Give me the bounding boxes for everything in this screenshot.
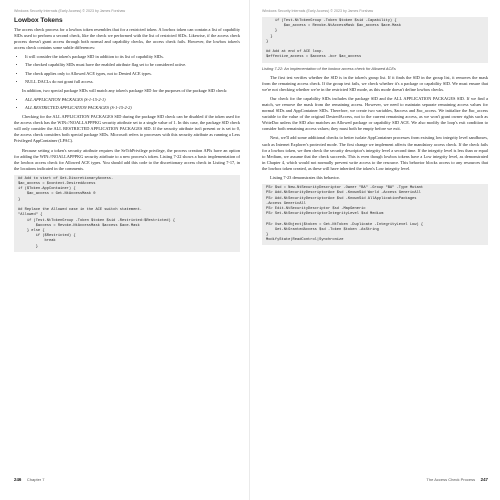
section-title: Lowbox Tokens [14,17,63,24]
code-line: $effective_access = $access -bor $ac_access [266,55,362,60]
code-line: $ac_access = Revoke-NtAccessMask $ac_access $ace.Mask [266,24,401,29]
code-line: ## Add to start of Get-DiscretionaryAccess. [18,176,114,181]
book-title-label: The Access Check Process [426,477,476,482]
bullet-item: • It will consider the token's package SID in addition to its list of capability SIDs. [25,54,240,60]
code-line: "Allowed" { [18,213,43,218]
code-line: PS> Add-NtSecurityDescriptorAce $sd -KnownSid World -Access GenericAll [266,191,421,196]
bullet-list [14,54,240,84]
running-head: Windows Security Internals (Early Access) © 2023 by James Forshaw [262,9,374,13]
code-line: if (Test-NtTokenGroup -Token $token $sid -Capability) { [266,19,397,23]
code-line: } [18,244,38,249]
code-line: ## Replace the Allowed case in the ACE switch statement. [18,208,142,213]
code-line: } [266,232,269,237]
page-footer [14,477,44,482]
code-line: } [266,29,278,34]
paragraph: In addition, two special package SIDs will match any token's package SID for the purposes of the package SID check: [22,87,228,93]
code-line: ModifyState|ReadControl|Synchronize [266,238,344,243]
code-line: $ac_access = Get-NtAccessMask 0 [18,192,96,197]
code-line: } else { [18,228,45,233]
code-listing [14,175,240,252]
paragraph: The first test verifies whether the SID is in the token's group list. If it finds the SID in the group list, it removes the mask from the remaining access check. If the group test fails, we check whether it's a package or capability SID. We must ensure that we're not checking whether we're in the restricted SID mode, as this mode doesn't define lowbox checks. [262,74,488,92]
paragraph: Our check for the capability SIDs includes the package SID and the ALL APPLICATION PACKAGES SID. If we find a match, we remove the mask from the remaining access. However, we need to maintain separate remaining access values for normal SIDs and AppContainer SIDs. Therefore, we create two variables, $access and $ac_access. We initialize the $ac_access variable to the value of the original DesiredAccess, not to the current remaining access, as we won't grant owner rights such as WriteDac unless the SID also matches an Allowed package or capability SID ACE. We also modify the loop's exit condition to consider both remaining access values; they must both be empty before we exit. [262,95,488,132]
code-listing [262,184,488,245]
code-line: if (Test-NtTokenGroup -Token $token $sid -Restricted:$Restricted) { [18,218,176,223]
code-line: ## Add at end of ACE loop. [266,50,324,55]
code-line: PS> Set-NtSecurityDescriptorIntegrityLevel $sd Medium [266,212,384,217]
bullet-item: • ALL RESTRICTED APPLICATION PACKAGES (S-1-15-2-2) [25,105,240,111]
paragraph: The access check process for a lowbox token resembles that for a restricted token. A lowbox token can contain a list of capability SIDs used to perform a second check, like the check we performed with the list of restricted SIDs. Likewise, if the access check process doesn't grant access through both normal and capability checks, the access check fails. However, the lowbox token's access check contains some subtle differences: [14,27,240,51]
paragraph: Next, we'll add some additional checks to better isolate AppContainer processes from existing low integrity level sandboxes, such as Internet Explorer's protected mode. The first change we implement affects the mandatory access check. If the check fails for a lowbox token, we then check the security descriptor's integrity level a second time. If the integrity level is less than or equal to Medium, we assume that the check succeeds. This is even though lowbox tokens have a Low integrity level, as demonstrated in Chapter 4, which would not normally prevent write access to the resource. This behavior blocks access to any resources that the lowbox token created, as these will have inherited the token's Low integrity level. [262,135,488,171]
code-line: -Access GenericAll [266,201,306,206]
code-line: Get-NtGrantedAccess $sd -Token $token -AsString [266,227,379,232]
bullet-list [14,97,240,111]
code-line: PS> Use-NtObject($token = Get-NtToken -Duplicate -IntegrityLevel Low) { [266,222,424,227]
bullet-item: • ALL APPLICATION PACKAGES (S-1-15-2-1) [25,97,240,103]
code-line: PS> Edit-NtSecurityDescriptor $sd -MapGeneric [266,206,366,211]
code-line: PS> $sd = New-NtSecurityDescriptor -Owner "BA" -Group "BA" -Type Mutant [266,186,424,191]
code-line: if ($Restricted) { [18,234,76,239]
page-footer [426,477,488,482]
bullet-item: • NULL DACLs do not grant full access. [25,79,240,85]
chapter-label: Chapter 7 [26,477,45,482]
page-number: 247 [480,477,488,482]
code-line: } [266,39,269,44]
paragraph: Because setting a token's security attribute requires the SeTcbPrivilege privilege, the process creation APIs have an option for adding the WIN://NOALLAPPPKG security attribute to a new process's token. Listing 7-22 shows a basic implementation of the lowbox access check for Allowed ACE types. You should add this code to the discretionary access check in Listing 7-17, in the locations indicated in the comments. [14,147,240,171]
right-page [250,0,500,500]
code-line: $access = Revoke-NtAccessMask $access $ace.Mask [18,223,140,228]
code-line: $ac_access = $context.DesiredAccess [18,182,96,187]
listing-caption: Listing 7-22: An implementation of the lowbox access check for Allowed ACEs [262,65,396,71]
code-line: break [18,239,56,244]
code-line: } [266,34,273,39]
code-line: PS> Add-NtSecurityDescriptorAce $sd -KnownSid AllApplicationPackages [266,196,417,201]
code-line: if ($Token.AppContainer) { [18,187,76,192]
bullet-item: • The checked capability SIDs must have the enabled attribute flag set to be considered active. [25,62,240,68]
code-listing [262,17,488,63]
paragraph: Checking for the ALL APPLICATION PACKAGES SID during the package SID check can be disabled if the token used for the access check has the WIN://NOALLAPPPKG security attribute set to a single value of 1. In this case, the package SID check will only consider the ALL RESTRICTED APPLICATION PACKAGES SID. If the security attribute isn't present or is set to 0, the access check considers both special package SIDs. Microsoft refers to processes with this security attribute as running a Less Privileged AppContainer (LPAC). [14,114,240,144]
code-line: } [18,197,21,202]
paragraph: Listing 7-23 demonstrates this behavior. [270,175,340,181]
page-number: 246 [14,477,22,482]
bullet-item: • The check applies only to Allowed ACE types, not to Denied ACE types. [25,71,240,77]
running-head: Windows Security Internals (Early Access) © 2023 by James Forshaw [14,9,126,13]
